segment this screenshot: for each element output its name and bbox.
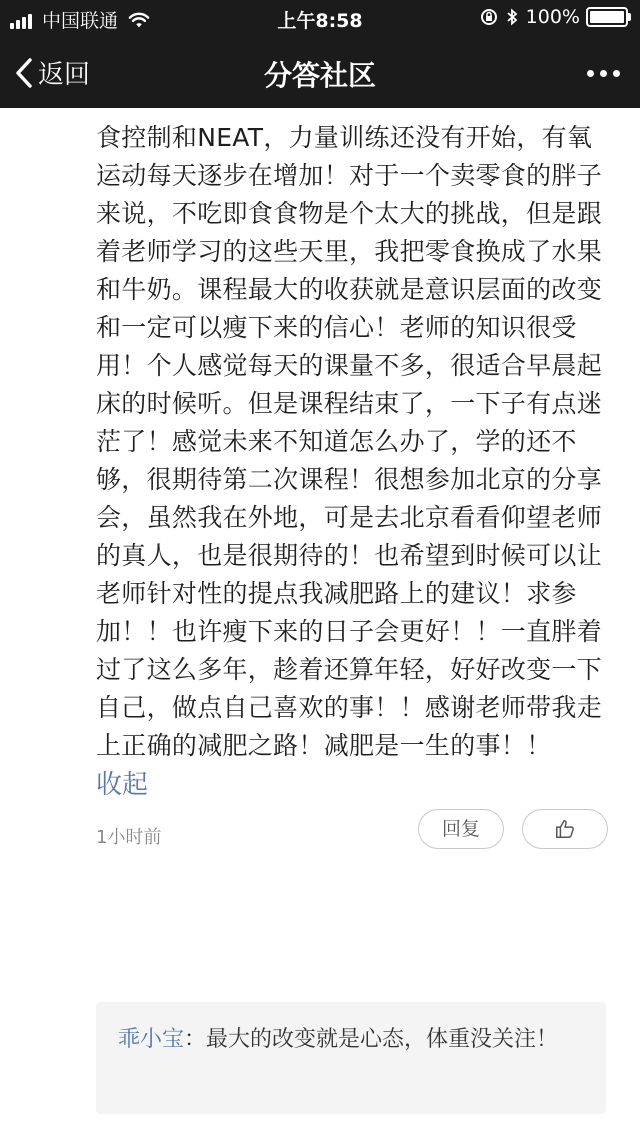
answer-content — [96, 108, 616, 867]
reply-button[interactable]: 回复 — [418, 809, 504, 849]
status-bar — [0, 0, 640, 36]
comment-user[interactable]: 乖小宝 — [118, 1027, 185, 1052]
comment-item — [96, 1002, 606, 1058]
like-button[interactable] — [522, 809, 608, 849]
back-label: 返回 — [38, 60, 91, 90]
battery-icon — [586, 7, 628, 27]
comment-text: 最大的改变就是心态，体重没关注！ — [206, 1027, 559, 1052]
comment-separator: ： — [184, 1027, 207, 1052]
status-right — [480, 6, 628, 28]
more-button[interactable] — [581, 70, 620, 77]
orientation-lock-icon — [480, 8, 498, 26]
bluetooth-icon — [506, 8, 518, 26]
more-dot-icon — [587, 70, 594, 77]
comments-section — [96, 1002, 606, 1114]
answer-meta — [96, 805, 616, 867]
timestamp: 1小时前 — [96, 827, 162, 848]
collapse-link[interactable]: 收起 — [96, 770, 149, 800]
battery-percent: 100% — [525, 6, 580, 28]
status-time: 上午8:58 — [277, 10, 363, 32]
more-dot-icon — [600, 70, 607, 77]
thumbs-up-icon — [554, 818, 576, 840]
answer-text: 食控制和NEAT，力量训练还没有开始，有氧运动每天逐步在增加！对于一个卖零食的胖子来说，不吃即食食物是个太大的挑战，但是跟着老师学习的这些天里，我把零食换成了水果和牛奶。课程最大的收获就是意识层面的改变和一定可以瘦下来的信心！老师的知识很受用！个人感觉每天的课量不多，很适合早晨起床的时候听。但是课程结束了，一下子有点迷茫了！感觉未来不知道怎么办了，学的还不够，很期待第二次课程！很想参加北京的分享会，虽然我在外地，可是去北京看看仰望老师的真人，也是很期待的！也希望到时候可以让老师针对性的提点我减肥路上的建议！求参加！！也许瘦下来的日子会更好！！一直胖着过了这么多年，趁着还算年轻，好好改变一下自己，做点自己喜欢的事！！感谢老师带我走上正确的减肥之路！减肥是一生的事！！ — [96, 123, 603, 760]
page-title: 分答社区 — [263, 59, 376, 92]
more-dot-icon — [613, 70, 620, 77]
carrier-label: 中国联通 — [42, 10, 119, 32]
nav-bar — [0, 40, 640, 108]
top-bar — [0, 0, 640, 108]
